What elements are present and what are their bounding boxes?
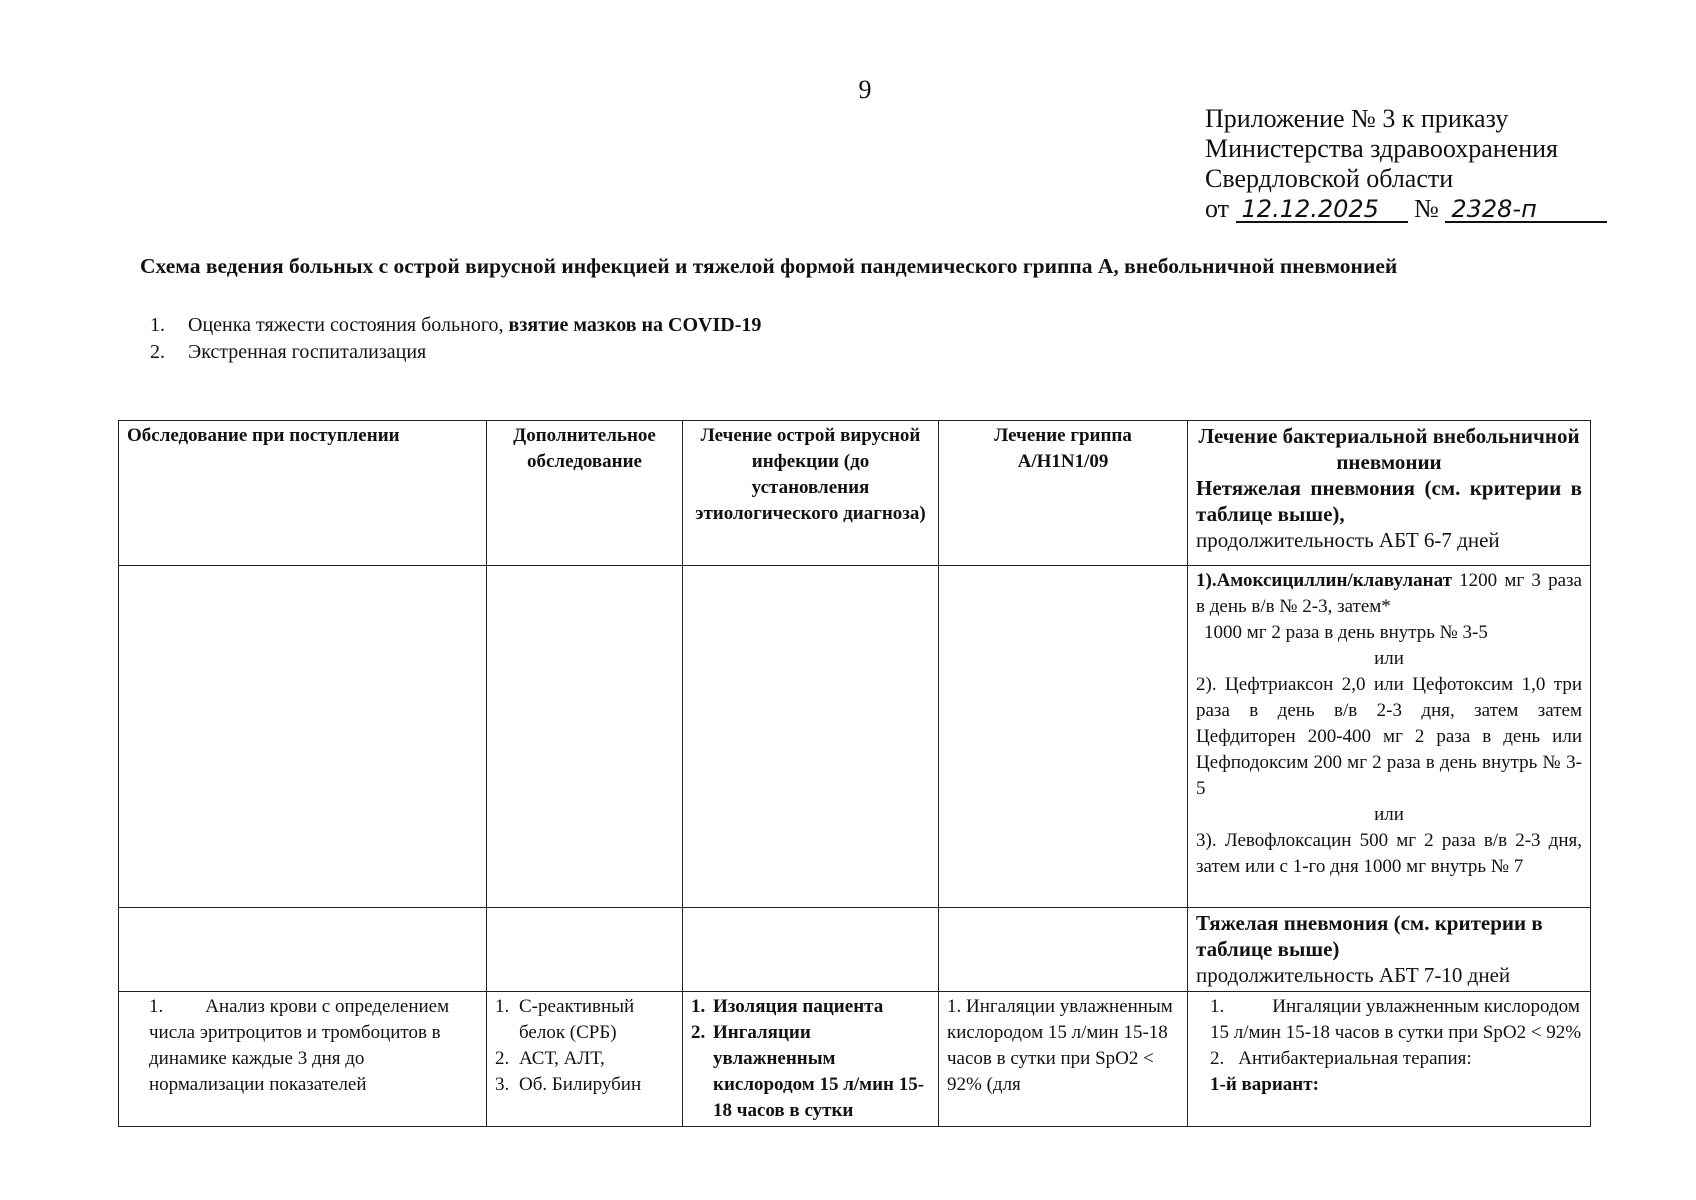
list-item-text: Антибактериальная терапия: (1238, 1048, 1472, 1069)
empty-cell (119, 566, 487, 908)
table-row (119, 992, 1591, 1127)
list-item-text: Ингаляции увлажненным кислородом 15 л/мин 15-18 часов в сутки (713, 1022, 925, 1121)
appendix-line-1: Приложение № 3 к приказу (1205, 104, 1509, 133)
or-separator: или (1374, 804, 1404, 825)
regimen-1 (1196, 568, 1582, 620)
handwritten-date: 12.12.2025 (1236, 197, 1408, 223)
number-label: № (1414, 194, 1439, 223)
header-bacterial-pneumonia (1188, 421, 1591, 566)
header-acute-viral-treatment: Лечение острой вирусной инфекции (до установления этиологического диагноза) (683, 421, 939, 566)
regimen-1-continuation: 1000 мг 2 раза в день внутрь № 3-5 (1204, 622, 1488, 643)
list-item-number: 2. (150, 341, 165, 363)
mild-pneumonia-regimens (1188, 566, 1591, 908)
page-number: 9 (858, 75, 872, 104)
regimen-1-dose: 1200 мг 3 раза в день в/в № 2-3, затем* (1196, 570, 1582, 617)
list-item-text: Экстренная госпитализация (188, 341, 427, 363)
handwritten-order-number: 2328-п (1445, 197, 1607, 223)
list-item-number: 1. (691, 996, 706, 1017)
treatment-scheme-table (118, 420, 1591, 1127)
severe-pneumonia-treatment-cell (1188, 992, 1591, 1127)
empty-cell (939, 908, 1188, 992)
table-header-row (119, 421, 1591, 566)
list-item-number: 2. (691, 1022, 706, 1043)
or-separator: или (1374, 648, 1404, 669)
flu-treatment-cell: 1. Ингаляции увлажненным кислородом 15 л/мин 15-18 часов в сутки при SpO2 < 92% (для (939, 992, 1188, 1127)
regimen-2: 2). Цефтриаксон 2,0 или Цефотоксим 1,0 три раза в день в/в 2-3 дня, затем затем Цефдиторен 200-400 мг 2 раза в день или Цефподоксим 200 мг 2 раза в день внутрь № 3-5 (1196, 674, 1582, 799)
empty-cell (683, 908, 939, 992)
additional-exam-cell (487, 992, 683, 1127)
list-item-text: АСТ, АЛТ, (519, 1048, 605, 1069)
variant-label: 1-й вариант: (1210, 1074, 1319, 1095)
list-item (691, 994, 930, 1020)
list-item-text: Ингаляции увлажненным кислородом 15 л/мин 15-18 часов в сутки при SpO2 < 92% (1210, 996, 1582, 1043)
header-additional-exam: Дополнительное обследование (487, 421, 683, 566)
acute-viral-treatment-cell (683, 992, 939, 1127)
list-item (150, 339, 761, 366)
empty-cell (487, 566, 683, 908)
list-item (150, 312, 761, 339)
list-item (495, 1072, 674, 1098)
document-title: Схема ведения больных с острой вирусной инфекцией и тяжелой формой пандемического гриппа А, внебольничной пневмонией (140, 254, 1398, 278)
list-item (1196, 994, 1582, 1046)
empty-cell (939, 566, 1188, 908)
appendix-date-line (1205, 194, 1607, 224)
list-item-text: Об. Билирубин (519, 1074, 642, 1095)
steps-list (150, 312, 761, 366)
header-flu-treatment: Лечение гриппа A/H1N1/09 (939, 421, 1188, 566)
appendix-line-3: Свердловской области (1205, 164, 1454, 193)
list-item-number: 2. (1210, 1048, 1225, 1069)
list-item-text: С-реактивный белок (СРБ) (519, 996, 635, 1043)
blood-test-text: Анализ крови с определением числа эритроцитов и тромбоцитов в динамике каждые 3 дня до нормализации показателей (149, 996, 450, 1095)
list-item-text: Оценка тяжести состояния больного, (188, 314, 509, 336)
empty-cell (119, 908, 487, 992)
list-item (691, 1020, 930, 1124)
regimen-1-drug: 1).Амоксициллин/клавуланат (1196, 570, 1452, 591)
list-item-bold-text: взятие мазков на COVID-19 (508, 314, 762, 336)
list-item (495, 994, 674, 1046)
list-item-number: 1. (495, 996, 510, 1017)
list-item-number: 1. (150, 314, 165, 336)
header-mild-pneumonia: Нетяжелая пневмония (см. критерии в таблице выше), (1196, 476, 1582, 526)
appendix-line-2: Министерства здравоохранения (1205, 134, 1558, 163)
header-admission-exam: Обследование при поступлении (119, 421, 487, 566)
list-item-number: 2. (495, 1048, 510, 1069)
list-item-number: 1. (1210, 996, 1225, 1017)
from-label: от (1205, 194, 1230, 223)
table-row (119, 566, 1591, 908)
empty-cell (487, 908, 683, 992)
header-bacterial-title: Лечение бактериальной внебольничной пневмонии (1198, 424, 1580, 474)
severe-pneumonia-title: Тяжелая пневмония (см. критерии в таблице выше) (1196, 911, 1543, 961)
list-item (127, 994, 478, 1098)
severe-abt-duration: продолжительность АБТ 7-10 дней (1196, 963, 1511, 987)
table-row (119, 908, 1591, 992)
list-item (1196, 1046, 1582, 1072)
list-item-text: Изоляция пациента (713, 996, 884, 1017)
header-abt-duration: продолжительность АБТ 6-7 дней (1196, 528, 1500, 552)
list-item (495, 1046, 674, 1072)
regimen-3: 3). Левофлоксацин 500 мг 2 раза в/в 2-3 дня, затем или с 1-го дня 1000 мг внутрь № 7 (1196, 830, 1582, 877)
severe-pneumonia-header (1188, 908, 1591, 992)
empty-cell (683, 566, 939, 908)
blood-test-cell (119, 992, 487, 1127)
list-item-number: 3. (495, 1074, 510, 1095)
appendix-block (1205, 104, 1607, 224)
list-item-number: 1. (149, 996, 164, 1017)
